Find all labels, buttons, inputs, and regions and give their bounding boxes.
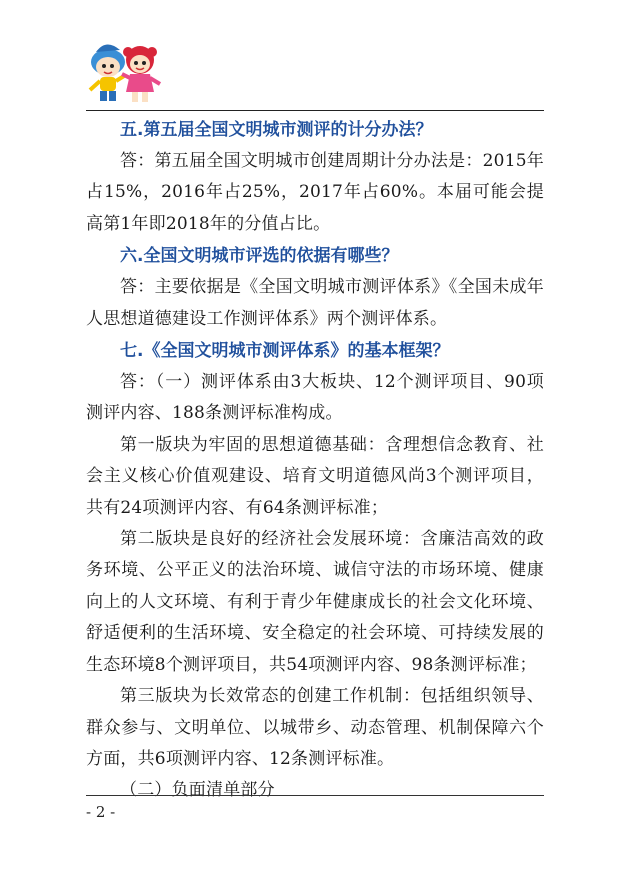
mascots-icon <box>78 40 168 110</box>
footer-rule <box>86 795 544 796</box>
document-body <box>86 114 544 807</box>
header-rule <box>86 110 544 111</box>
answer-paragraph: 答：第五届全国文明城市创建周期计分办法是：2015年占15%，2016年占25%，2017年占60%。本届可能会提高第1年即2018年的分值占比。 <box>86 151 544 234</box>
body-paragraph: 第三版块为长效常态的创建工作机制：包括组织领导、群众参与、文明单位、以城带乡、动态管理、机制保障六个方面，共6项测评内容、12条测评标准。 <box>86 686 544 769</box>
body-paragraph: 第二版块是良好的经济社会发展环境：含廉洁高效的政务环境、公平正义的法治环境、诚信守法的市场环境、健康向上的人文环境、有利于青少年健康成长的社会文化环境、舒适便利的生活环境、安全稳定的社会环境、可持续发展的生态环境8个测评项目，共54项测评内容、98条测评标准； <box>86 529 544 675</box>
body-paragraph: 第一版块为牢固的思想道德基础：含理想信念教育、社会主义核心价值观建设、培育文明道德风尚3个测评项目，共有24项测评内容、有64条测评标准； <box>86 434 544 518</box>
body-paragraph: （二）负面清单部分 <box>120 780 275 801</box>
answer-paragraph: 答：主要依据是《全国文明城市测评体系》《全国未成年人思想道德建设工作测评体系》两个测评体系。 <box>86 277 544 329</box>
section-heading-6: 六.全国文明城市评选的依据有哪些？ <box>120 246 399 267</box>
page-number: - 2 - <box>86 803 116 821</box>
section-heading-5: 五.第五届全国文明城市测评的计分办法？ <box>120 120 433 140</box>
section-heading-7: 七.《全国文明城市测评体系》的基本框架？ <box>120 341 450 362</box>
answer-paragraph: 答：（一）测评体系由3大板块、12个测评项目、90项测评内容、188条测评标准构成。 <box>86 372 544 424</box>
